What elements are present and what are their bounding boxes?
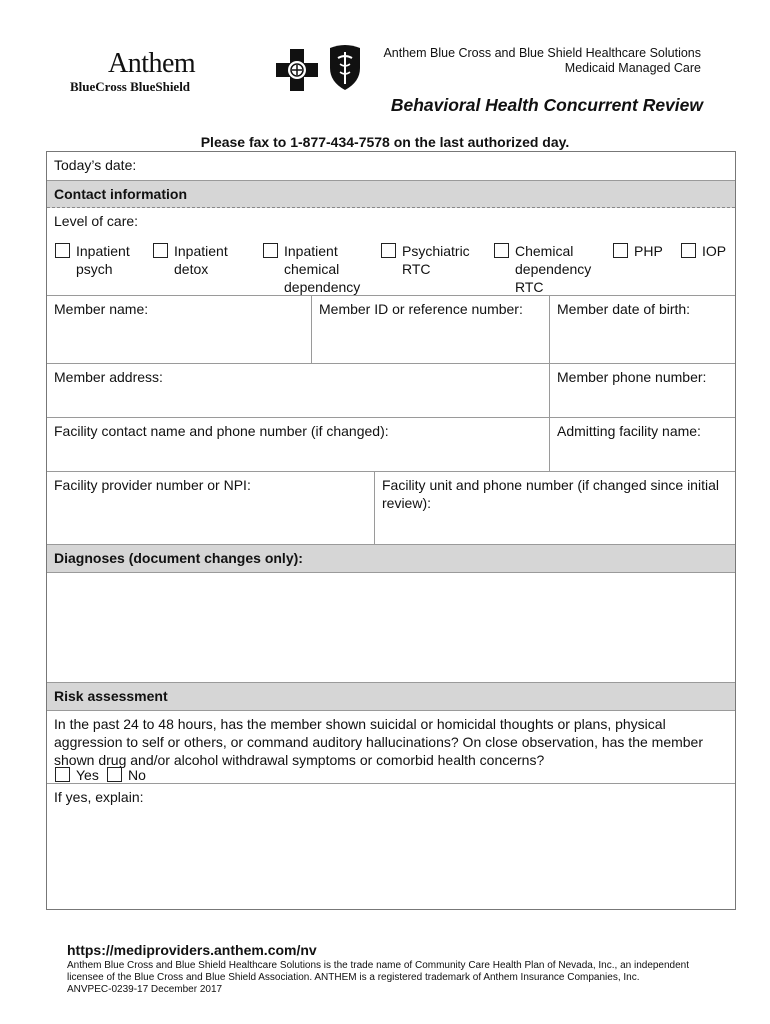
risk-no-label: No bbox=[128, 767, 146, 783]
care-option-psychiatric-rtc[interactable] bbox=[381, 242, 470, 277]
facility-provider-label: Facility provider number or NPI: bbox=[54, 477, 251, 493]
facility-unit-field[interactable] bbox=[374, 472, 735, 544]
facility-contact-field[interactable] bbox=[47, 418, 549, 471]
psychiatric-rtc-label: Psychiatric RTC bbox=[402, 243, 470, 277]
inpatient-detox-checkbox[interactable] bbox=[153, 243, 168, 258]
member-address-label: Member address: bbox=[54, 369, 163, 385]
todays-date-field[interactable] bbox=[47, 152, 735, 180]
php-label: PHP bbox=[634, 243, 663, 259]
diagnoses-input[interactable] bbox=[47, 573, 735, 682]
facility-contact-label: Facility contact name and phone number (if changed): bbox=[54, 423, 389, 439]
member-id-field[interactable] bbox=[311, 296, 549, 363]
facility-contact-row bbox=[47, 417, 735, 471]
chemical-rtc-label: Chemical dependency RTC bbox=[515, 243, 592, 295]
risk-yes-checkbox[interactable] bbox=[55, 767, 70, 782]
risk-heading: Risk assessment bbox=[47, 683, 735, 710]
risk-question bbox=[47, 711, 735, 783]
todays-date-label: Today’s date: bbox=[54, 157, 137, 173]
risk-explain-row bbox=[47, 783, 735, 909]
risk-question-row bbox=[47, 710, 735, 783]
member-phone-field[interactable] bbox=[549, 364, 735, 417]
level-of-care-label: Level of care: bbox=[54, 213, 139, 229]
todays-date-row bbox=[47, 152, 735, 180]
risk-yes-label: Yes bbox=[76, 767, 99, 783]
diagnoses-area-row bbox=[47, 572, 735, 682]
legal-line-1: Anthem Blue Cross and Blue Shield Healthcare Solutions is the trade name of Community Care Health Plan of Nevada, Inc., an independent bbox=[67, 960, 690, 971]
footer-url[interactable]: https://mediproviders.anthem.com/nv bbox=[67, 942, 317, 958]
care-option-iop[interactable] bbox=[681, 242, 727, 260]
care-option-inpatient-detox[interactable] bbox=[153, 242, 228, 277]
blue-shield-icon bbox=[328, 44, 362, 92]
inpatient-psych-checkbox[interactable] bbox=[55, 243, 70, 258]
member-dob-label: Member date of birth: bbox=[557, 301, 691, 317]
risk-no-option[interactable] bbox=[107, 766, 146, 784]
care-option-php[interactable] bbox=[613, 242, 663, 260]
risk-no-checkbox[interactable] bbox=[107, 767, 122, 782]
risk-yes-option[interactable] bbox=[55, 766, 99, 784]
blue-cross-icon bbox=[275, 48, 319, 92]
admitting-facility-field[interactable] bbox=[549, 418, 735, 471]
member-address-field[interactable] bbox=[47, 364, 549, 417]
contact-heading-row bbox=[47, 180, 735, 208]
php-checkbox[interactable] bbox=[613, 243, 628, 258]
org-info bbox=[383, 46, 701, 76]
org-program: Medicaid Managed Care bbox=[564, 61, 701, 75]
inpatient-chemical-label: Inpatient chemical dependency bbox=[284, 243, 361, 295]
member-info-row bbox=[47, 295, 735, 363]
iop-checkbox[interactable] bbox=[681, 243, 696, 258]
inpatient-chemical-checkbox[interactable] bbox=[263, 243, 278, 258]
facility-provider-row bbox=[47, 471, 735, 544]
logo-brand: Anthem bbox=[108, 48, 196, 79]
form-title: Behavioral Health Concurrent Review bbox=[390, 95, 703, 115]
iop-label: IOP bbox=[702, 243, 727, 259]
facility-provider-field[interactable] bbox=[47, 472, 374, 544]
footer bbox=[67, 942, 717, 996]
diagnoses-heading-row bbox=[47, 544, 735, 572]
form-id: ANVPEC-0239-17 December 2017 bbox=[67, 984, 223, 995]
risk-heading-row bbox=[47, 682, 735, 710]
member-name-field[interactable] bbox=[47, 296, 311, 363]
risk-question-text: In the past 24 to 48 hours, has the member shown suicidal or homicidal thoughts or plans, physical aggression to self or others, or command auditory hallucinations? On close observation, has the member shown drug and/or alcohol withdrawal symptoms or comorbid health concerns? bbox=[54, 716, 704, 768]
fax-notice: Please fax to 1-877-434-7578 on the last authorized day. bbox=[200, 134, 570, 150]
admitting-facility-label: Admitting facility name: bbox=[557, 423, 701, 439]
care-option-chemical-rtc[interactable] bbox=[494, 242, 592, 295]
footer-legal bbox=[67, 960, 717, 996]
member-dob-field[interactable] bbox=[549, 296, 735, 363]
facility-unit-label: Facility unit and phone number (if changed since initial review): bbox=[382, 477, 719, 511]
risk-explain-label: If yes, explain: bbox=[54, 789, 144, 805]
logo-brand-sub: BlueCross BlueShield bbox=[70, 79, 191, 94]
anthem-logo bbox=[68, 44, 298, 94]
care-option-inpatient-chemical[interactable] bbox=[263, 242, 361, 295]
psychiatric-rtc-checkbox[interactable] bbox=[381, 243, 396, 258]
inpatient-psych-label: Inpatient psych bbox=[76, 243, 130, 277]
inpatient-detox-label: Inpatient detox bbox=[174, 243, 228, 277]
contact-heading: Contact information bbox=[47, 181, 735, 208]
level-of-care-row bbox=[47, 208, 735, 298]
diagnoses-heading: Diagnoses (document changes only): bbox=[47, 545, 735, 572]
legal-line-2: licensee of the Blue Cross and Blue Shield Association. ANTHEM is a registered trademark of Anthem Insurance Companies, Inc. bbox=[67, 972, 640, 983]
risk-explain-field[interactable] bbox=[47, 784, 735, 909]
member-address-row bbox=[47, 363, 735, 417]
member-id-label: Member ID or reference number: bbox=[319, 301, 523, 317]
org-name: Anthem Blue Cross and Blue Shield Healthcare Solutions bbox=[383, 46, 701, 60]
member-phone-label: Member phone number: bbox=[557, 369, 707, 385]
chemical-rtc-checkbox[interactable] bbox=[494, 243, 509, 258]
review-form bbox=[46, 151, 736, 910]
care-option-inpatient-psych[interactable] bbox=[55, 242, 130, 277]
member-name-label: Member name: bbox=[54, 301, 149, 317]
